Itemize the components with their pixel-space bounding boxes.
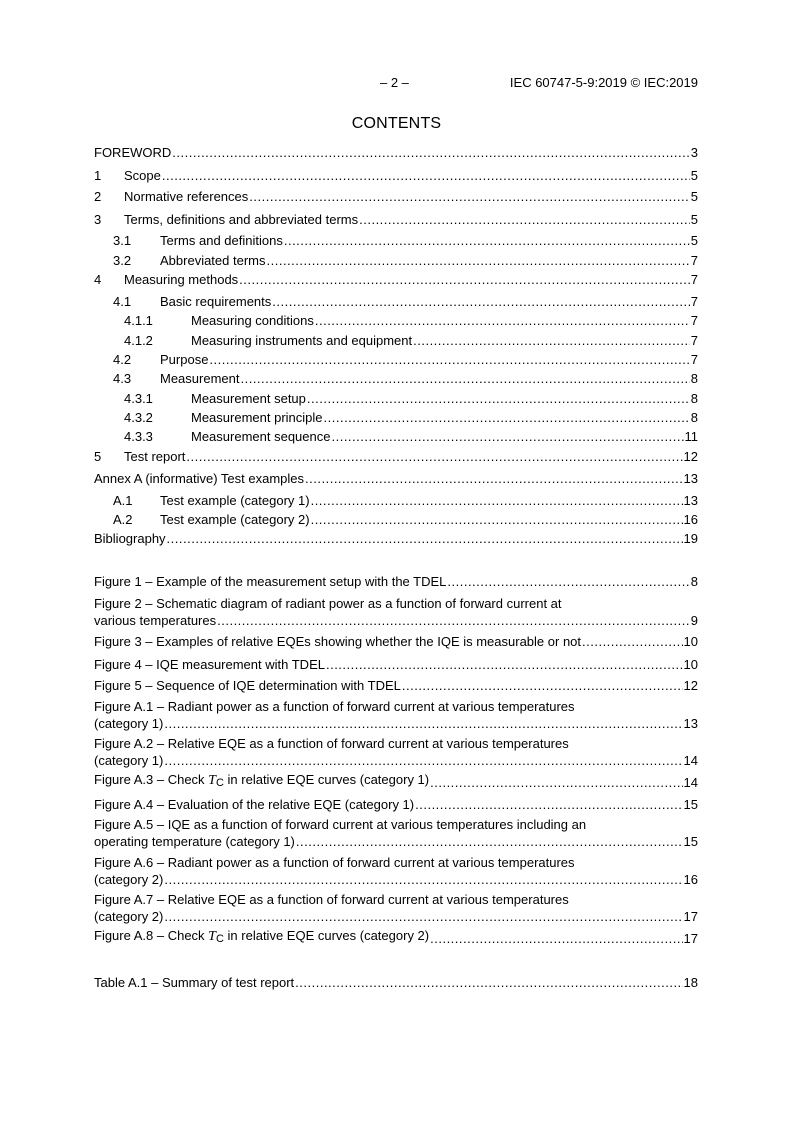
toc-entry-label: Measuring instruments and equipment (191, 333, 413, 348)
toc-entry-label: Figure 5 – Sequence of IQE determination with TDEL (94, 678, 401, 693)
dot-leader (172, 145, 689, 161)
toc-entry-number: 4.3.3 (124, 429, 153, 444)
dot-leader (447, 574, 689, 590)
toc-entry-page: 8 (690, 391, 698, 406)
toc-entry-label: (category 1) (94, 716, 164, 731)
toc-entry-page: 13 (683, 716, 698, 731)
figure-entry-first-line[interactable]: Figure A.7 – Relative EQE as a function of forward current at various temperatures (94, 892, 569, 907)
toc-entry[interactable] (94, 471, 698, 487)
toc-entry-label: (category 1) (94, 753, 164, 768)
dot-leader (359, 212, 690, 228)
dot-leader (164, 716, 682, 732)
figure-entry[interactable] (94, 678, 698, 694)
table-entry[interactable] (94, 975, 698, 991)
page-number: – 2 – (380, 75, 409, 90)
toc-entry-number: 4.3 (113, 371, 132, 386)
figure-entry[interactable] (94, 634, 698, 650)
toc-entry-page: 5 (690, 189, 698, 204)
dot-leader (324, 410, 690, 426)
toc-entry-page: 16 (683, 512, 698, 527)
temperature-subscript: C (215, 777, 224, 789)
toc-entry-page: 17 (683, 909, 698, 924)
toc-entry-label: Annex A (informative) Test examples (94, 471, 305, 486)
standard-reference: IEC 60747-5-9:2019 © IEC:2019 (509, 75, 698, 90)
dot-leader (296, 834, 683, 850)
toc-entry-number: A.2 (113, 512, 133, 527)
toc-entry[interactable] (94, 429, 698, 445)
toc-entry-label: Figure 3 – Examples of relative EQEs showing whether the IQE is measurable or not (94, 634, 582, 649)
figure-entry[interactable] (94, 613, 698, 629)
toc-entry-page: 13 (683, 493, 698, 508)
toc-entry-page: 14 (683, 775, 698, 790)
toc-entry-label: Scope (124, 168, 161, 183)
dot-leader (430, 931, 682, 947)
toc-entry-label: various temperatures (94, 613, 217, 628)
toc-entry[interactable] (94, 493, 698, 509)
dot-leader (413, 333, 690, 349)
dot-leader (186, 449, 682, 465)
toc-entry[interactable] (94, 391, 698, 407)
toc-entry-label: Terms and definitions (160, 233, 283, 248)
toc-entry-number: 3 (94, 212, 102, 227)
toc-entry[interactable] (94, 294, 698, 310)
toc-entry-page: 13 (683, 471, 698, 486)
toc-entry-page: 7 (690, 272, 698, 287)
dot-leader (311, 493, 683, 509)
toc-entry-page: 11 (684, 429, 698, 444)
toc-entry-page: 8 (690, 371, 698, 386)
toc-entry-page: 7 (690, 333, 698, 348)
dot-leader (295, 975, 682, 991)
dot-leader (272, 294, 689, 310)
toc-entry-page: 7 (690, 294, 698, 309)
toc-entry-page: 10 (683, 634, 698, 649)
dot-leader (209, 352, 689, 368)
toc-entry-number: A.1 (113, 493, 133, 508)
toc-entry-label: Test example (category 2) (160, 512, 310, 527)
toc-entry-label-text: Figure A.3 – Check (94, 772, 209, 787)
toc-entry-number: 4.3.1 (124, 391, 153, 406)
toc-entry-label: Figure 1 – Example of the measurement setup with the TDEL (94, 574, 447, 589)
figure-entry[interactable] (94, 753, 698, 769)
toc-entry-label: Test report (124, 449, 186, 464)
figure-entry[interactable] (94, 716, 698, 732)
toc-entry-label-text-after: in relative EQE curves (category 1) (223, 772, 430, 787)
dot-leader (162, 168, 690, 184)
figure-entry[interactable] (94, 657, 698, 673)
toc-entry-label: Measuring conditions (191, 313, 314, 328)
toc-entry-label: Terms, definitions and abbreviated terms (124, 212, 359, 227)
toc-entry-page: 15 (683, 797, 698, 812)
toc-entry-page: 15 (683, 834, 698, 849)
toc-entry[interactable] (94, 352, 698, 368)
toc-entry-number: 4 (94, 272, 102, 287)
toc-entry-number: 3.1 (113, 233, 132, 248)
figure-entry-first-line[interactable]: Figure A.5 – IQE as a function of forward current at various temperatures including an (94, 817, 587, 832)
dot-leader (267, 253, 690, 269)
dot-leader (307, 391, 690, 407)
dot-leader (311, 512, 683, 528)
dot-leader (402, 678, 683, 694)
toc-entry-label: Measurement (160, 371, 240, 386)
toc-entry-page: 7 (690, 253, 698, 268)
dot-leader (249, 189, 689, 205)
page-title: CONTENTS (351, 115, 442, 132)
figure-entry[interactable] (94, 772, 698, 791)
dot-leader (240, 371, 689, 387)
toc-entry-page: 5 (690, 212, 698, 227)
toc-entry[interactable] (94, 145, 698, 161)
toc-entry-number: 5 (94, 449, 102, 464)
toc-entry-page: 5 (690, 168, 698, 183)
figure-entry[interactable] (94, 797, 698, 813)
figure-entry[interactable] (94, 574, 698, 590)
toc-entry[interactable] (94, 333, 698, 349)
toc-entry-page: 8 (690, 410, 698, 425)
figure-entry[interactable] (94, 928, 698, 947)
toc-entry-number: 4.2 (113, 352, 132, 367)
dot-leader (167, 531, 683, 547)
toc-entry-label: (category 2) (94, 872, 164, 887)
toc-entry-page: 7 (690, 352, 698, 367)
toc-entry-label: (category 2) (94, 909, 164, 924)
figure-entry-first-line[interactable]: Figure A.2 – Relative EQE as a function of forward current at various temperatures (94, 736, 569, 751)
dot-leader (326, 657, 683, 673)
toc-entry[interactable] (94, 253, 698, 269)
toc-entry[interactable] (94, 189, 698, 205)
dot-leader (430, 775, 682, 791)
dot-leader (239, 272, 690, 288)
toc-entry-label: Measurement principle (191, 410, 323, 425)
toc-entry-label: Purpose (160, 352, 209, 367)
dot-leader (164, 872, 682, 888)
figure-entry[interactable] (94, 872, 698, 888)
toc-entry-page: 12 (683, 449, 698, 464)
toc-entry[interactable] (94, 371, 698, 387)
toc-entry-number: 3.2 (113, 253, 132, 268)
toc-entry-number: 1 (94, 168, 102, 183)
toc-entry-page: 8 (690, 574, 698, 589)
toc-entry-page: 3 (690, 145, 698, 160)
toc-entry-label: Measurement setup (191, 391, 306, 406)
figure-entry-first-line[interactable]: Figure A.1 – Radiant power as a function of forward current at various temperatures (94, 699, 575, 714)
toc-entry[interactable] (94, 313, 698, 329)
toc-entry-label: operating temperature (category 1) (94, 834, 295, 849)
toc-entry-number: 4.1.2 (124, 333, 153, 348)
toc-entry-label-text-after: in relative EQE curves (category 2) (223, 928, 430, 943)
toc-entry-label: Normative references (124, 189, 249, 204)
dot-leader (415, 797, 682, 813)
toc-entry-number: 4.1 (113, 294, 132, 309)
dot-leader (217, 613, 690, 629)
toc-entry-label: Measurement sequence (191, 429, 331, 444)
toc-entry-label: FOREWORD (94, 145, 172, 160)
dot-leader (164, 909, 682, 925)
toc-entry-label: Table A.1 – Summary of test report (94, 975, 295, 990)
toc-entry-label: Figure 4 – IQE measurement with TDEL (94, 657, 325, 672)
toc-entry[interactable] (94, 233, 698, 249)
figure-entry-first-line[interactable]: Figure 2 – Schematic diagram of radiant power as a function of forward current at (94, 596, 562, 611)
dot-leader (305, 471, 683, 487)
figure-entry[interactable] (94, 909, 698, 925)
toc-entry-page: 18 (683, 975, 698, 990)
figure-entry[interactable] (94, 834, 698, 850)
toc-entry-number: 4.1.1 (124, 313, 153, 328)
toc-entry-page: 14 (683, 753, 698, 768)
toc-entry[interactable] (94, 531, 698, 547)
toc-entry-page: 10 (683, 657, 698, 672)
toc-entry-label: Test example (category 1) (160, 493, 310, 508)
toc-entry-page: 16 (683, 872, 698, 887)
toc-entry[interactable] (94, 168, 698, 184)
toc-entry[interactable] (94, 410, 698, 426)
toc-entry-label (94, 772, 429, 791)
dot-leader (164, 753, 682, 769)
toc-entry-label: Bibliography (94, 531, 166, 546)
dot-leader (582, 634, 683, 650)
toc-entry-page: 19 (683, 531, 698, 546)
toc-entry[interactable] (94, 512, 698, 528)
toc-entry-page: 17 (683, 931, 698, 946)
toc-entry[interactable] (94, 272, 698, 288)
toc-entry-label: Abbreviated terms (160, 253, 266, 268)
toc-entry-label: Basic requirements (160, 294, 272, 309)
toc-entry-label: Figure A.4 – Evaluation of the relative EQE (category 1) (94, 797, 415, 812)
toc-entry-page: 7 (690, 313, 698, 328)
toc-entry-page: 9 (690, 613, 698, 628)
temperature-symbol: T (208, 929, 216, 944)
temperature-symbol: T (208, 773, 216, 788)
toc-entry-number: 2 (94, 189, 102, 204)
dot-leader (284, 233, 690, 249)
temperature-subscript: C (215, 933, 224, 945)
toc-entry[interactable] (94, 212, 698, 228)
toc-entry-label-text: Figure A.8 – Check (94, 928, 209, 943)
toc-entry-page: 5 (690, 233, 698, 248)
toc-entry-label (94, 928, 429, 947)
toc-entry-label: Measuring methods (124, 272, 239, 287)
dot-leader (331, 429, 683, 445)
toc-entry-number: 4.3.2 (124, 410, 153, 425)
toc-entry[interactable] (94, 449, 698, 465)
figure-entry-first-line[interactable]: Figure A.6 – Radiant power as a function of forward current at various temperatures (94, 855, 575, 870)
dot-leader (315, 313, 690, 329)
toc-entry-page: 12 (683, 678, 698, 693)
